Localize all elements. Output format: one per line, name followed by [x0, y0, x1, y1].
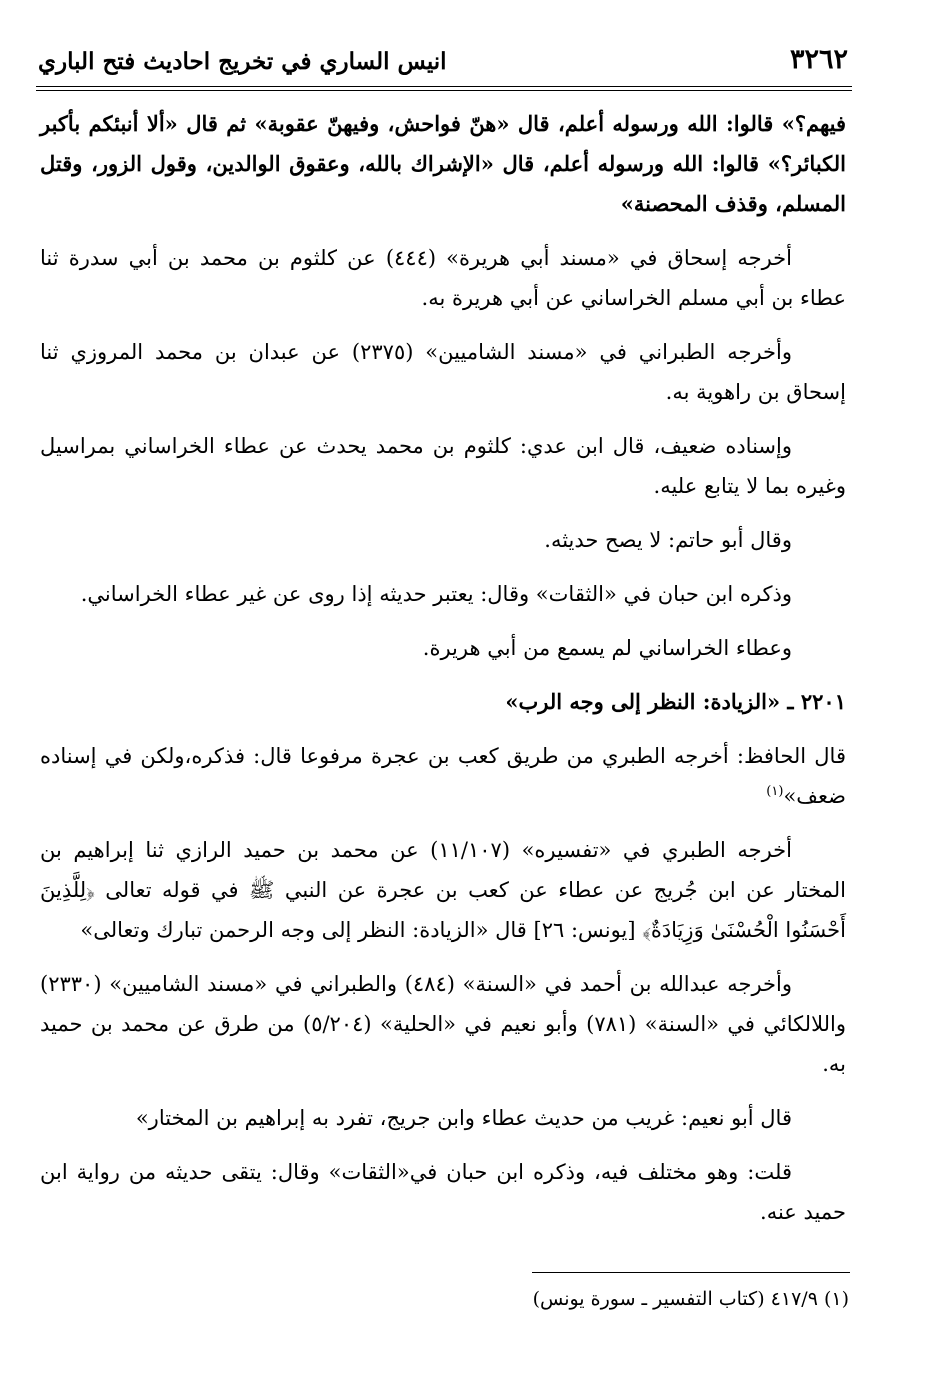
qal-al-hafiz-text: قال الحافظ: أخرجه الطبري من طريق كعب بن عجرة مرفوعا قال: فذكره،ولكن في إسناده ضعف»: [40, 744, 846, 808]
paragraph-abu-nuaym: قال أبو نعيم: غريب من حديث عطاء وابن جريج، تفرد به إبراهيم بن المختار»: [135, 1106, 792, 1130]
header-rule-thin: [36, 90, 852, 91]
paragraph-qultu: قلت: وهو مختلف فيه، وذكره ابن حبان في«الثقات» وقال: يتقى حديثه من رواية ابن حميد عنه.: [40, 1160, 846, 1224]
footnote-rule: [532, 1272, 850, 1273]
paragraph-takhrij-abdullah: وأخرجه عبدالله بن أحمد في «السنة» (٤٨٤) والطبراني في «مسند الشاميين» (٢٣٣٠) واللالكائي في «السنة» (٧٨١) وأبو نعيم في «الحلية» (٥/٢٠٤) من طرق عن محمد بن حميد به.: [40, 972, 846, 1076]
paragraph-ibn-hibban: وذكره ابن حبان في «الثقات» وقال: يعتبر حديثه إذا روى عن غير عطاء الخراساني.: [80, 582, 792, 606]
page-header: [38, 42, 848, 86]
hadith-heading-2201: ٢٢٠١ ـ «الزيادة: النظر إلى وجه الرب»: [505, 689, 846, 714]
footnote-marker[interactable]: (١): [766, 784, 784, 799]
paragraph-isnad-daif: وإسناده ضعيف، قال ابن عدي: كلثوم بن محمد يحدث عن عطاء الخراساني بمراسيل وغيره بما لا يتابع عليه.: [40, 434, 846, 498]
paragraph-takhrij-ishaq: أخرجه إسحاق في «مسند أبي هريرة» (٤٤٤) عن كلثوم بن محمد بن أبي سدرة ثنا عطاء بن أبي مسلم الخراساني عن أبي هريرة به.: [40, 246, 846, 310]
running-title: انيس الساري في تخريج احاديث فتح الباري: [38, 48, 447, 75]
paragraph-abu-hatim: وقال أبو حاتم: لا يصح حديثه.: [544, 528, 792, 552]
page-number: ٣٢٦٢: [789, 44, 848, 75]
paragraph-qal-al-hafiz: [40, 736, 846, 816]
header-rule: [36, 86, 852, 87]
paragraph-takhrij-tabarani: وأخرجه الطبراني في «مسند الشاميين» (٢٣٧٥) عن عبدان بن محمد المروزي ثنا إسحاق بن راهوية به.: [40, 340, 846, 404]
paragraph-hadith-continuation: فيهم؟» قالوا: الله ورسوله أعلم، قال «هنّ فواحش، وفيهنّ عقوبة» ثم قال «ألا أنبئكم بأكبر الكبائر؟» قالوا: الله ورسوله أعلم، قال «الإشراك بالله، وعقوق الوالدين، وقول الزور، وقتل المسلم، وقذف المحصنة»: [40, 111, 846, 216]
paragraph-takhrij-tabari: أخرجه الطبري في «تفسيره» (١١/١٠٧) عن محمد بن حميد الرازي ثنا إبراهيم بن المختار عن ابن جُريج عن عطاء عن كعب بن عجرة عن النبي ﷺ في قوله تعالى ﴿لِلَّذِينَ أَحْسَنُوا الْحُسْنَىٰ وَزِيَادَةٌ﴾ [يونس: ٢٦] قال «الزيادة: النظر إلى وجه الرحمن تبارك وتعالى»: [40, 838, 846, 942]
body-text: [40, 104, 846, 1246]
footnote: (١) ٤١٧/٩ (كتاب التفسير ـ سورة يونس): [532, 1288, 849, 1310]
paragraph-ata-khurasani: وعطاء الخراساني لم يسمع من أبي هريرة.: [422, 636, 792, 660]
